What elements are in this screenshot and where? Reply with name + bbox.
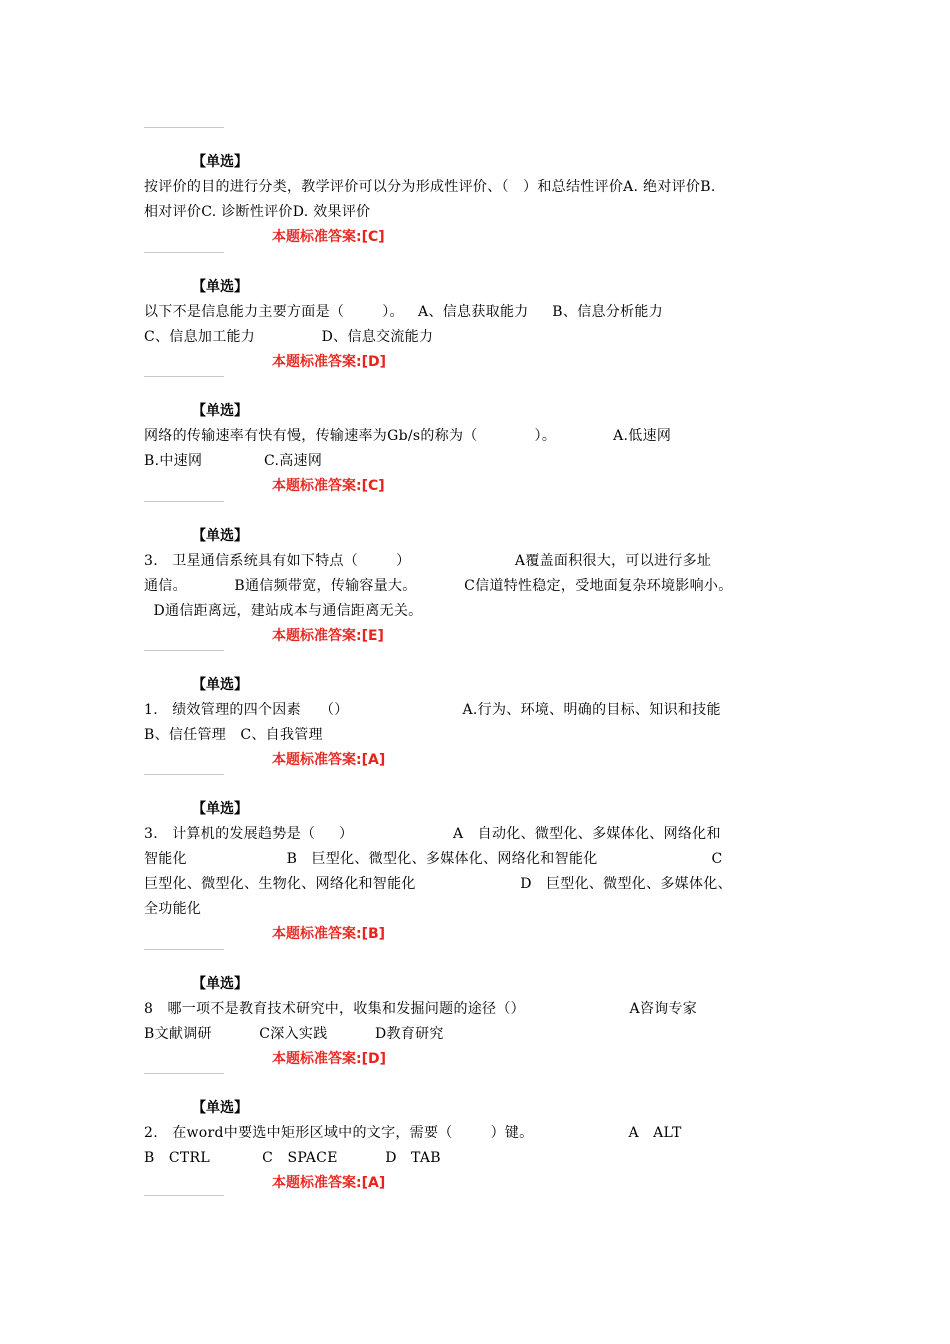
standard-answer: 本题标准答案:[B] (272, 926, 386, 942)
question-separator (144, 252, 224, 253)
question-text-line: B.中速网 C.高速网 (144, 453, 323, 469)
question-text-line: 以下不是信息能力主要方面是（ ）。 A、信息获取能力 B、信息分析能力 (144, 304, 663, 320)
standard-answer: 本题标准答案:[D] (272, 1051, 387, 1067)
question-text-line: D通信距离远，建站成本与通信距离无关。 (144, 603, 423, 619)
question-text-line: 智能化 B 巨型化、微型化、多媒体化、网络化和智能化 C (144, 851, 723, 867)
question-text-line: 3. 计算机的发展趋势是（ ） A 自动化、微型化、多媒体化、网络化和 (144, 826, 721, 842)
question-text-line: 3. 卫星通信系统具有如下特点（ ） A覆盖面积很大，可以进行多址 (144, 553, 712, 569)
question-text-line: B文献调研 C深入实践 D教育研究 (144, 1026, 444, 1042)
standard-answer: 本题标准答案:[A] (272, 1175, 386, 1191)
question-text-line: 相对评价C. 诊断性评价D. 效果评价 (144, 204, 371, 220)
question-separator (144, 501, 224, 502)
question-separator (144, 774, 224, 775)
question-type-label: 【单选】 (192, 1100, 248, 1116)
question-type-label: 【单选】 (192, 279, 248, 295)
standard-answer: 本题标准答案:[E] (272, 628, 384, 644)
question-separator (144, 949, 224, 950)
question-type-label: 【单选】 (192, 403, 248, 419)
question-separator (144, 1073, 224, 1074)
question-type-label: 【单选】 (192, 154, 248, 170)
standard-answer: 本题标准答案:[C] (272, 229, 385, 245)
question-separator (144, 376, 224, 377)
standard-answer: 本题标准答案:[D] (272, 354, 387, 370)
question-type-label: 【单选】 (192, 976, 248, 992)
question-separator (144, 1195, 224, 1196)
question-text-line: C、信息加工能力 D、信息交流能力 (144, 329, 434, 345)
standard-answer: 本题标准答案:[A] (272, 752, 386, 768)
question-text-line: 2. 在word中要选中矩形区域中的文字，需要（ ）键。 A ALT (144, 1125, 682, 1141)
question-separator (144, 127, 224, 128)
question-text-line: B CTRL C SPACE D TAB (144, 1150, 441, 1166)
question-text-line: 网络的传输速率有快有慢，传输速率为Gb/s的称为（ ）。 A.低速网 (144, 428, 672, 444)
question-type-label: 【单选】 (192, 528, 248, 544)
question-separator (144, 650, 224, 651)
question-text-line: B、信任管理 C、自我管理 (144, 727, 323, 743)
question-type-label: 【单选】 (192, 801, 248, 817)
question-text-line: 全功能化 (144, 901, 202, 917)
question-text-line: 巨型化、微型化、生物化、网络化和智能化 D 巨型化、微型化、多媒体化、 (144, 876, 732, 892)
standard-answer: 本题标准答案:[C] (272, 478, 385, 494)
question-text-line: 8 哪一项不是教育技术研究中，收集和发掘问题的途径（） A咨询专家 (144, 1001, 698, 1017)
question-text-line: 通信。 B通信频带宽，传输容量大。 C信道特性稳定，受地面复杂环境影响小。 (144, 578, 733, 594)
question-type-label: 【单选】 (192, 677, 248, 693)
question-text-line: 1. 绩效管理的四个因素 （） A.行为、环境、明确的目标、知识和技能 (144, 702, 721, 718)
question-text-line: 按评价的目的进行分类，教学评价可以分为形成性评价、（ ）和总结性评价A. 绝对评价B. (144, 179, 716, 195)
